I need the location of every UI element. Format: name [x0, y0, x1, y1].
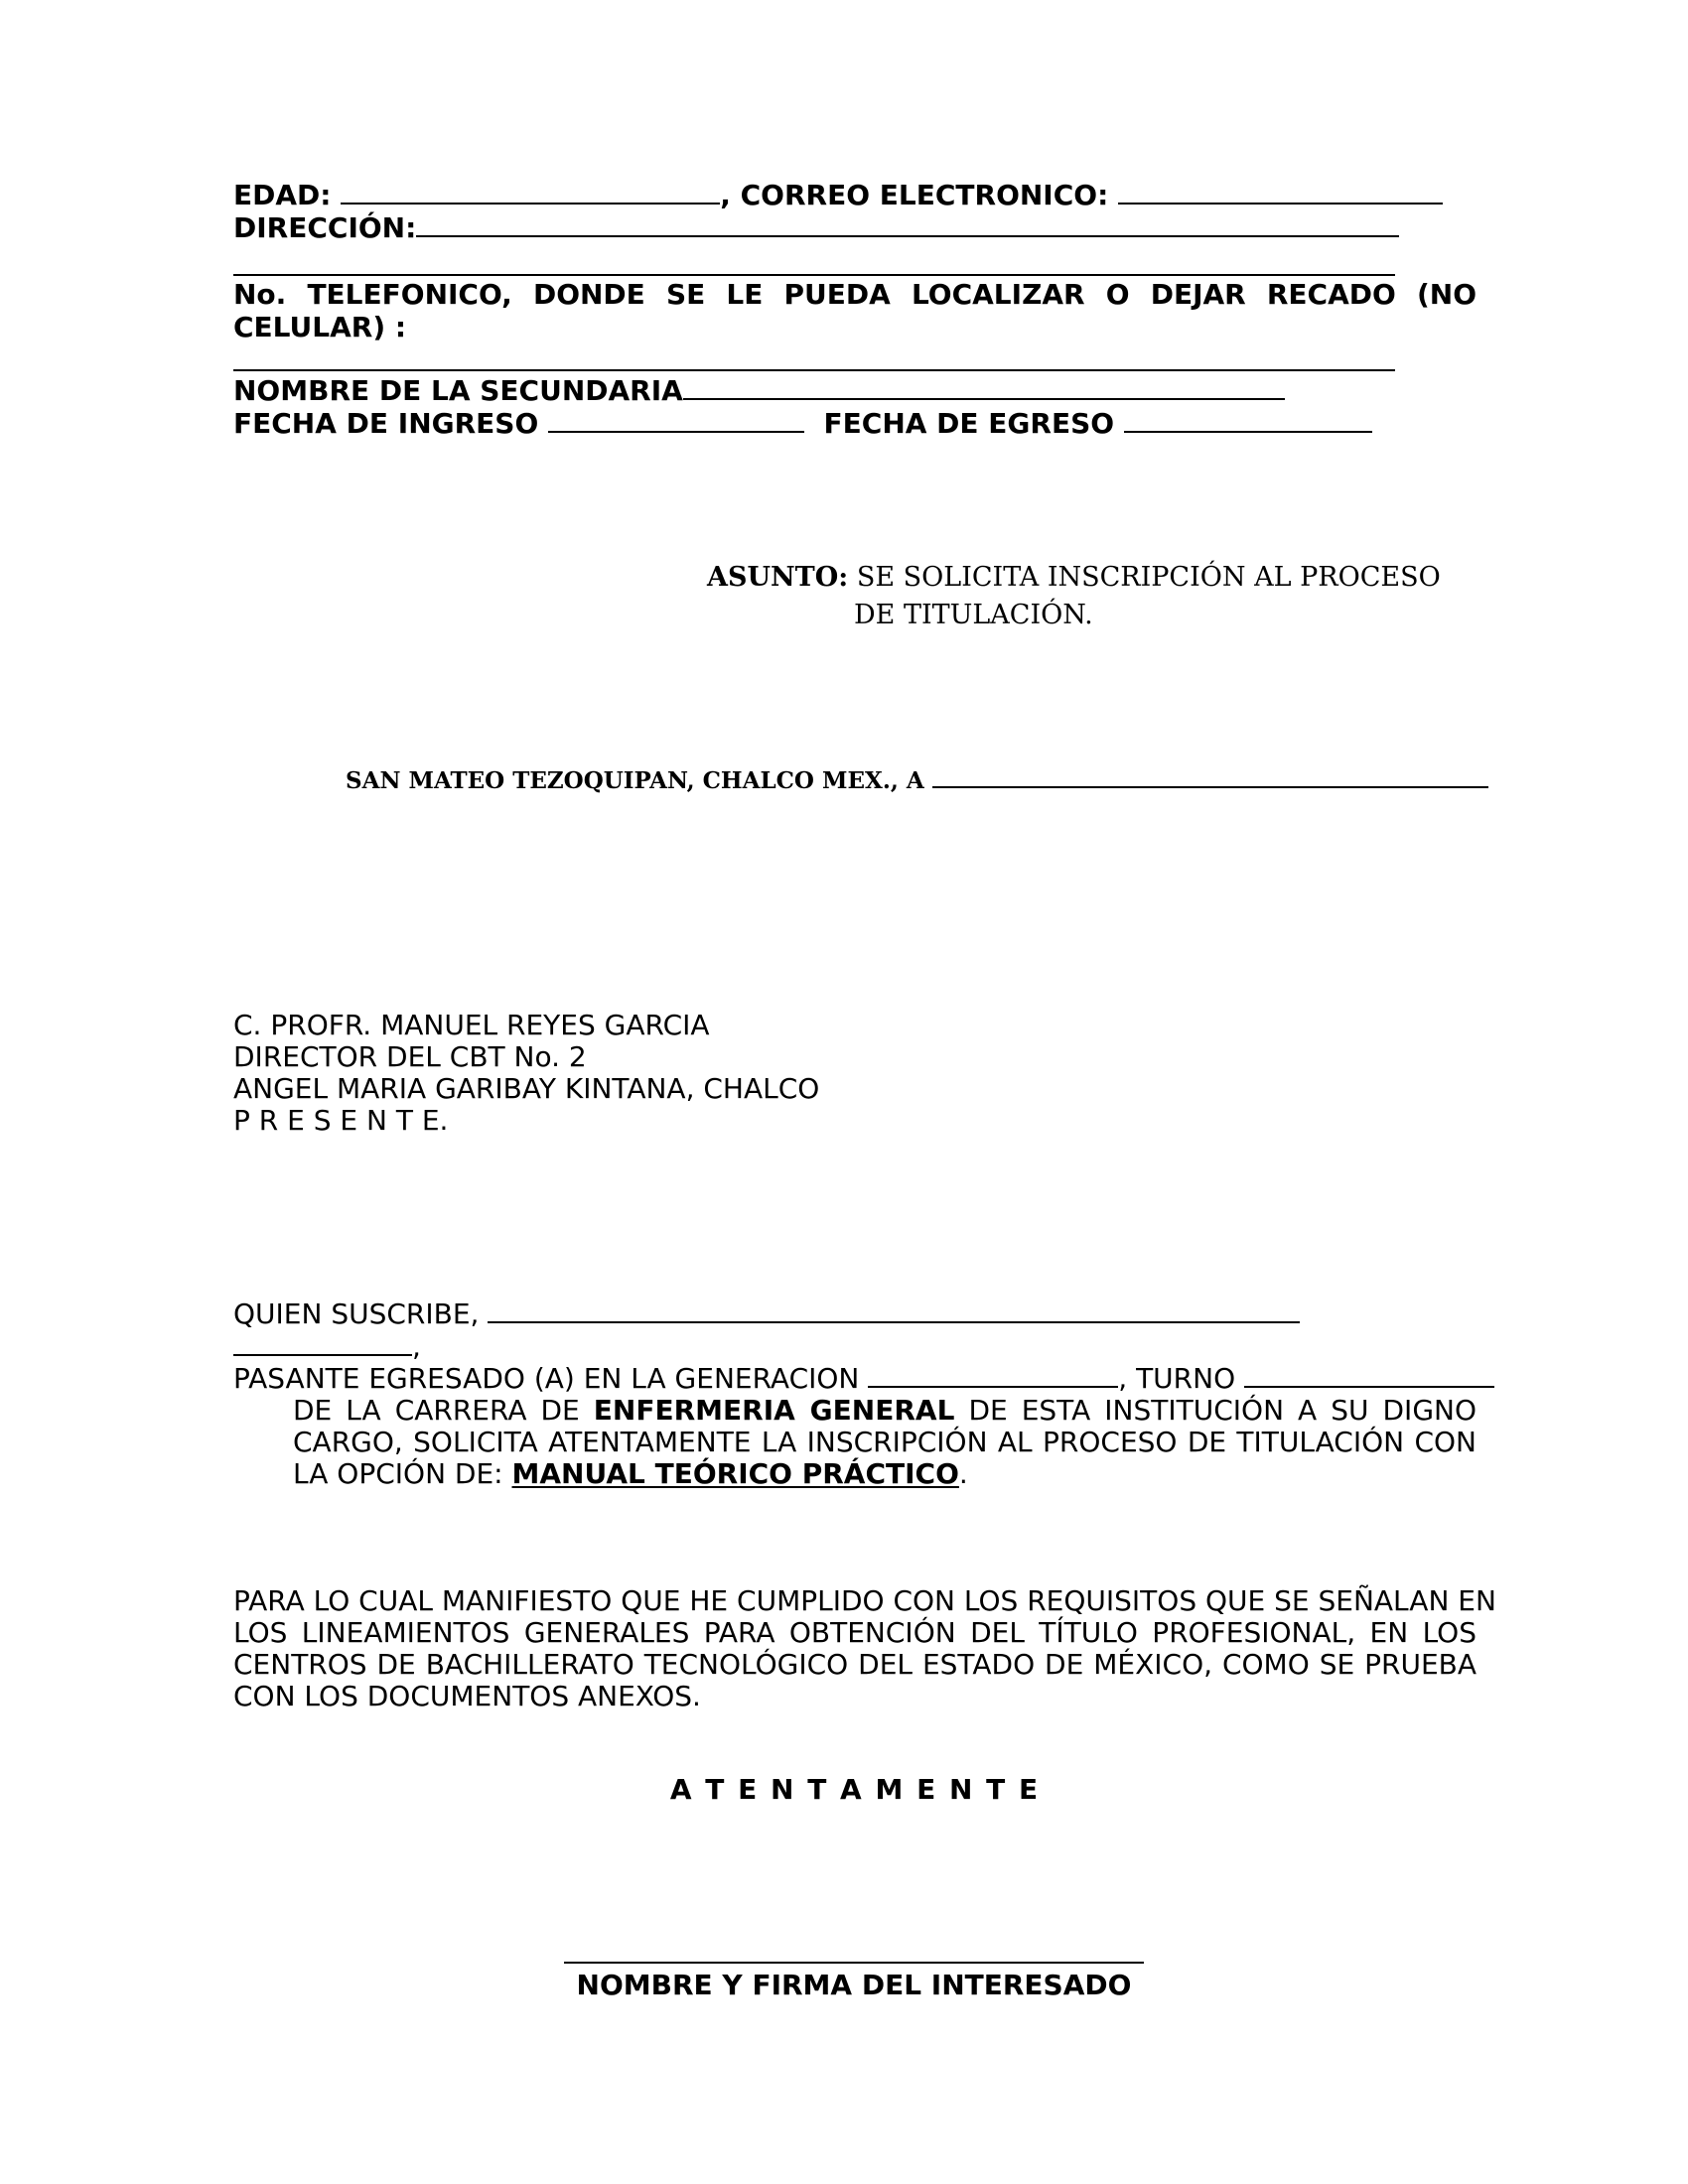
secundaria-blank[interactable] — [683, 374, 1285, 400]
opcion-pre: LA OPCIÓN DE: — [293, 1457, 503, 1490]
correo-blank[interactable] — [1118, 179, 1443, 205]
turno-blank[interactable] — [1244, 1362, 1494, 1388]
recipient-block — [233, 1010, 819, 1137]
place-date-label: SAN MATEO TEZOQUIPAN, CHALCO MEX., A — [346, 767, 924, 794]
edad-blank[interactable] — [341, 179, 720, 205]
pasante-label: PASANTE EGRESADO (A) EN LA GENERACION — [233, 1362, 860, 1395]
telefono-blank[interactable] — [233, 369, 1395, 371]
secundaria-label: NOMBRE DE LA SECUNDARIA — [233, 374, 683, 407]
telefono-line-2: CELULAR) : — [233, 311, 407, 343]
fecha-egreso-blank[interactable] — [1124, 407, 1372, 433]
manifiesto-line-4: CON LOS DOCUMENTOS ANEXOS. — [233, 1680, 701, 1712]
correo-label: , CORREO ELECTRONICO: — [720, 179, 1109, 211]
asunto-line-2: DE TITULACIÓN. — [854, 600, 1093, 630]
turno-label: , TURNO — [1118, 1362, 1236, 1395]
asunto-line-1 — [707, 561, 1441, 594]
fecha-ingreso-blank[interactable] — [548, 407, 804, 433]
quien-suscribe-label: QUIEN SUSCRIBE, — [233, 1297, 480, 1330]
pasante-line — [233, 1362, 1494, 1395]
date-blank[interactable] — [932, 766, 1488, 788]
nombre-blank[interactable] — [488, 1297, 1300, 1323]
secundaria-line — [233, 374, 1285, 407]
carrera-pre: DE LA CARRERA DE — [293, 1394, 580, 1427]
carrera-post: DE ESTA INSTITUCIÓN A SU DIGNO — [968, 1394, 1477, 1427]
manifiesto-line-1: PARA LO CUAL MANIFIESTO QUE HE CUMPLIDO CON LOS REQUISITOS QUE SE SEÑALAN EN — [233, 1584, 1496, 1617]
opcion-line — [293, 1457, 968, 1490]
firma-label: NOMBRE Y FIRMA DEL INTERESADO — [576, 1969, 1132, 2001]
edad-label: EDAD: — [233, 179, 332, 211]
direccion-blank[interactable] — [416, 211, 1399, 237]
asunto-text-1: SE SOLICITA INSCRIPCIÓN AL PROCESO — [856, 562, 1441, 593]
recipient-institution: ANGEL MARIA GARIBAY KINTANA, CHALCO — [233, 1072, 820, 1105]
recipient-presente: P R E S E N T E. — [233, 1104, 449, 1137]
place-date-line — [346, 764, 1488, 797]
fecha-ingreso-label: FECHA DE INGRESO — [233, 407, 539, 440]
nombre-blank-2[interactable] — [233, 1330, 412, 1356]
carrera-name: ENFERMERIA GENERAL — [593, 1394, 955, 1427]
direccion-line — [233, 211, 1399, 244]
recipient-name: C. PROFR. MANUEL REYES GARCIA — [233, 1009, 710, 1041]
edad-correo-line — [233, 179, 1443, 211]
signature-line[interactable] — [564, 1962, 1144, 1964]
recipient-title: DIRECTOR DEL CBT No. 2 — [233, 1040, 587, 1073]
direccion-blank-line-2[interactable] — [233, 274, 1395, 276]
atentamente: A T E N T A M E N T E — [669, 1773, 1041, 1806]
cargo-line: CARGO, SOLICITA ATENTAMENTE LA INSCRIPCIÓN AL PROCESO DE TITULACIÓN CON — [293, 1426, 1477, 1458]
quien-suscribe-line — [233, 1297, 1300, 1330]
direccion-label: DIRECCIÓN: — [233, 211, 417, 244]
comma-after-blank: , — [412, 1330, 421, 1363]
carrera-line — [293, 1394, 1477, 1427]
manifiesto-line-2: LOS LINEAMIENTOS GENERALES PARA OBTENCIÓN DEL TÍTULO PROFESIONAL, EN LOS — [233, 1616, 1477, 1649]
fecha-egreso-label: FECHA DE EGRESO — [823, 407, 1115, 440]
telefono-line-1: No. TELEFONICO, DONDE SE LE PUEDA LOCALIZAR O DEJAR RECADO (NO — [233, 278, 1477, 311]
nombre-continuation-line — [233, 1330, 421, 1363]
manifiesto-line-3: CENTROS DE BACHILLERATO TECNOLÓGICO DEL ESTADO DE MÉXICO, COMO SE PRUEBA — [233, 1648, 1477, 1681]
asunto-label: ASUNTO: — [707, 562, 849, 593]
generacion-blank[interactable] — [868, 1362, 1118, 1388]
opcion-post: . — [958, 1457, 968, 1490]
fechas-line — [233, 407, 1372, 440]
opcion-name: MANUAL TEÓRICO PRÁCTICO — [511, 1457, 959, 1490]
